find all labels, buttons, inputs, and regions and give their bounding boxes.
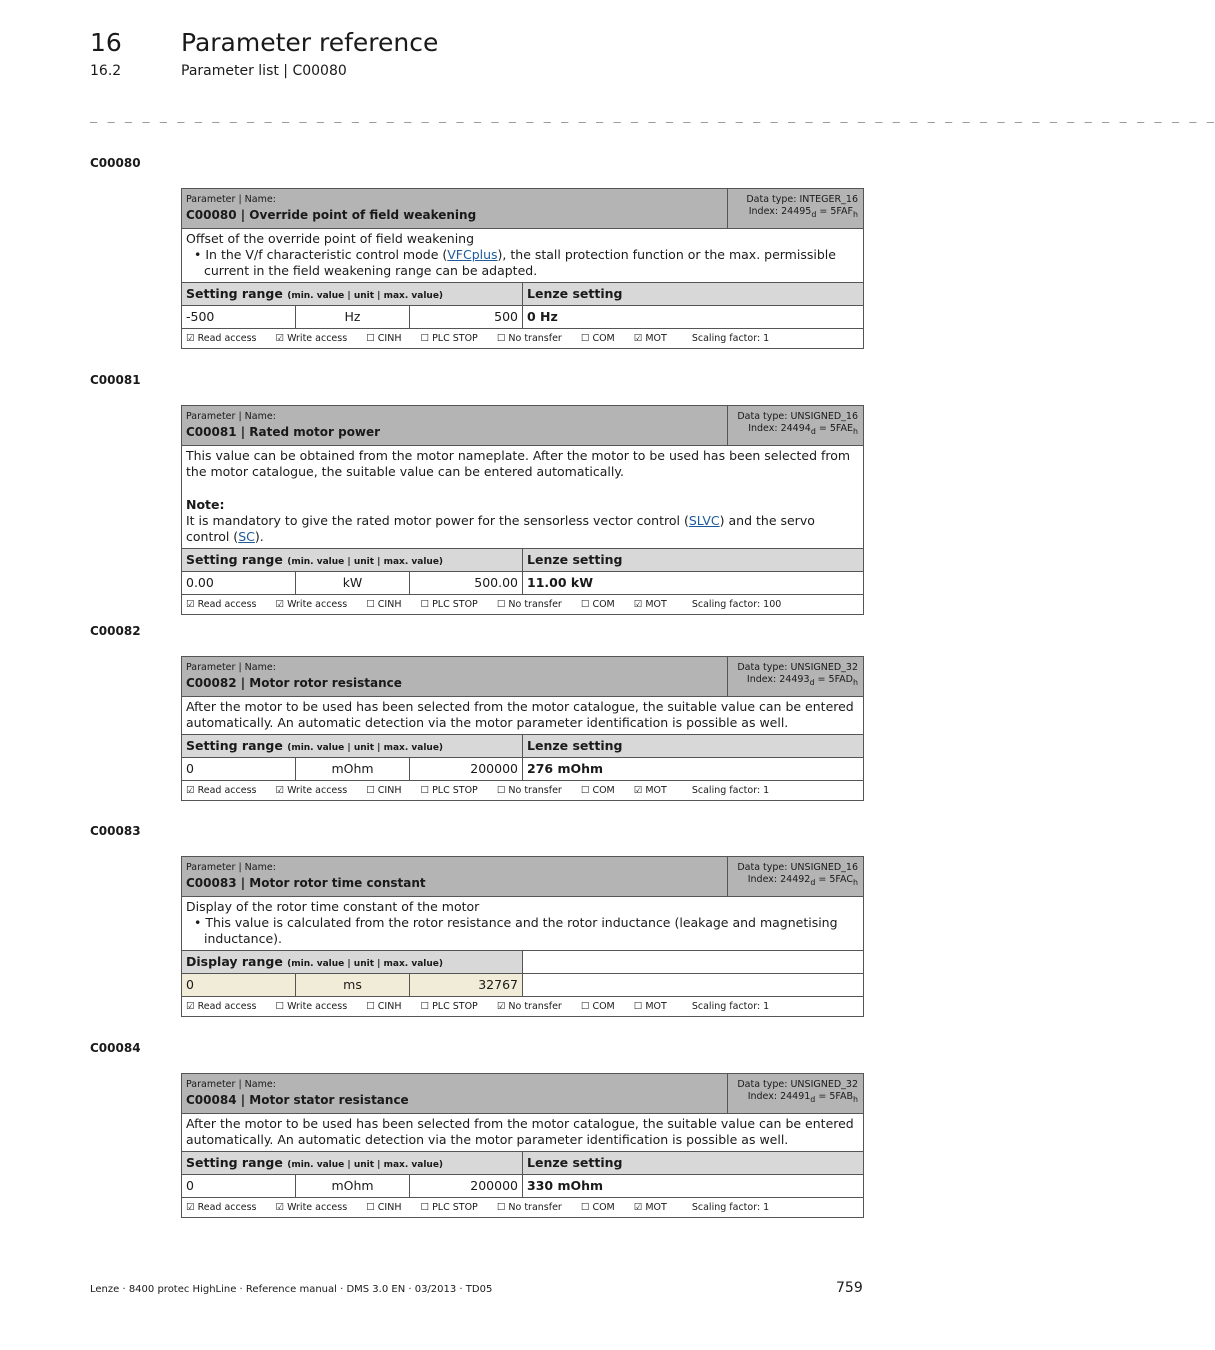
param-index: Index: $24495_d = 5FAF_h$ bbox=[748, 206, 858, 219]
param-anchor: C00081 bbox=[90, 373, 141, 387]
chapter-title: Parameter reference bbox=[181, 28, 439, 57]
min-value: 0 bbox=[182, 974, 296, 996]
param-header bbox=[182, 1074, 863, 1114]
max-value: 200000 bbox=[410, 758, 523, 780]
data-type: Data type: UNSIGNED_16 bbox=[737, 411, 858, 422]
range-header: Setting range (min. value | unit | max. value) Lenze setting bbox=[182, 735, 863, 758]
max-value: 200000 bbox=[410, 1175, 523, 1197]
param-name: C00083 | Motor rotor time constant bbox=[186, 876, 426, 890]
param-meta bbox=[737, 662, 858, 689]
max-value: 500 bbox=[410, 306, 523, 328]
data-type: Data type: UNSIGNED_32 bbox=[737, 1079, 858, 1090]
note-label: Note: bbox=[186, 497, 225, 512]
param-index: Index: $24494_d = 5FAE_h$ bbox=[748, 423, 858, 436]
scaling-factor: Scaling factor: 1 bbox=[691, 1202, 770, 1213]
chapter-number: 16 bbox=[90, 28, 122, 57]
param-name: C00080 | Override point of field weakening bbox=[186, 208, 477, 222]
unit: kW bbox=[296, 572, 410, 594]
param-index: Index: $24491_d = 5FAB_h$ bbox=[747, 1091, 858, 1104]
param-description: After the motor to be used has been selected from the motor catalogue, the suitable value can be entered automatically. An automatic detection via the motor parameter identification is possible as well. bbox=[182, 697, 863, 735]
param-table bbox=[181, 1073, 864, 1218]
range-values bbox=[182, 974, 863, 997]
max-value: 500.00 bbox=[410, 572, 523, 594]
note-text: It is mandatory to give the rated motor power for the sensorless vector control (SLVC) and the servo control (SC). bbox=[186, 513, 815, 544]
range-values bbox=[182, 306, 863, 329]
param-anchor: C00082 bbox=[90, 624, 141, 638]
min-value: 0.00 bbox=[182, 572, 296, 594]
access-flags: ☑ Read access ☑ Write access ☐ CINH ☐ PLC STOP ☐ No transfer ☐ COM ☑ MOT Scaling factor: 1 bbox=[186, 333, 770, 344]
range-header: Setting range (min. value | unit | max. value) Lenze setting bbox=[182, 1152, 863, 1175]
param-description: This value can be obtained from the motor nameplate. After the motor to be used has been selected from the motor catalogue, the suitable value can be entered automatically. Note: It is mandatory to give the rated motor power for the sensorless vector control (SLVC) and the servo control (SC). bbox=[182, 446, 863, 549]
link-slvc[interactable]: SLVC bbox=[688, 513, 720, 528]
param-header bbox=[182, 857, 863, 897]
param-name-label: Parameter | Name: bbox=[186, 411, 276, 422]
lenze-value: 276 mOhm bbox=[527, 761, 604, 776]
lenze-value: 330 mOhm bbox=[527, 1178, 604, 1193]
param-table bbox=[181, 188, 864, 349]
param-table bbox=[181, 405, 864, 615]
param-index: Index: $24493_d = 5FAD_h$ bbox=[746, 674, 858, 687]
min-value: 0 bbox=[182, 1175, 296, 1197]
description-bullet: • In the V/f characteristic control mode (VFCplus), the stall protection function or the max. permissible current in the field weakening range can be adapted. bbox=[194, 247, 836, 278]
param-name: C00082 | Motor rotor resistance bbox=[186, 676, 402, 690]
param-name-label: Parameter | Name: bbox=[186, 194, 276, 205]
min-value: 0 bbox=[182, 758, 296, 780]
param-header bbox=[182, 657, 863, 697]
scaling-factor: Scaling factor: 1 bbox=[691, 1001, 770, 1012]
scaling-factor: Scaling factor: 1 bbox=[691, 785, 770, 796]
param-index: Index: $24492_d = 5FAC_h$ bbox=[747, 874, 858, 887]
min-value: -500 bbox=[182, 306, 296, 328]
access-flags: ☑ Read access ☑ Write access ☐ CINH ☐ PLC STOP ☐ No transfer ☐ COM ☑ MOT Scaling factor: 100 bbox=[186, 599, 782, 610]
param-header bbox=[182, 189, 863, 229]
param-table bbox=[181, 656, 864, 801]
param-header bbox=[182, 406, 863, 446]
lenze-value: 0 Hz bbox=[527, 309, 558, 324]
range-values bbox=[182, 572, 863, 595]
lenze-value: 11.00 kW bbox=[527, 575, 593, 590]
data-type: Data type: UNSIGNED_16 bbox=[737, 862, 858, 873]
param-name-label: Parameter | Name: bbox=[186, 662, 276, 673]
access-flags: ☑ Read access ☑ Write access ☐ CINH ☐ PLC STOP ☐ No transfer ☐ COM ☑ MOT Scaling factor: 1 bbox=[186, 785, 770, 796]
unit: mOhm bbox=[296, 758, 410, 780]
scaling-factor: Scaling factor: 100 bbox=[691, 599, 782, 610]
param-description: Offset of the override point of field weakening • In the V/f characteristic control mode (VFCplus), the stall protection function or the max. permissible current in the field weakening range can be adapted. bbox=[182, 229, 863, 283]
param-anchor: C00080 bbox=[90, 156, 141, 170]
footer-text: Lenze · 8400 protec HighLine · Reference manual · DMS 3.0 EN · 03/2013 · TD05 bbox=[90, 1284, 493, 1295]
param-name: C00081 | Rated motor power bbox=[186, 425, 381, 439]
param-description: After the motor to be used has been selected from the motor catalogue, the suitable value can be entered automatically. An automatic detection via the motor parameter identification is possible as well. bbox=[182, 1114, 863, 1152]
param-meta bbox=[737, 1079, 858, 1106]
range-header: Setting range (min. value | unit | max. value) Lenze setting bbox=[182, 549, 863, 572]
data-type: Data type: UNSIGNED_32 bbox=[737, 662, 858, 673]
header-separator: _ _ _ _ _ _ _ _ _ _ _ _ _ _ _ _ _ _ _ _ _ _ _ _ _ _ _ _ _ _ _ _ _ _ _ _ _ _ _ _ _ _ _ _ _ _ _ _ _ _ _ _ _ _ _ _ _ _ _ _ _ _ _ _ _ bbox=[90, 109, 1215, 123]
param-meta bbox=[737, 862, 858, 889]
unit: Hz bbox=[296, 306, 410, 328]
scaling-factor: Scaling factor: 1 bbox=[691, 333, 770, 344]
access-flags: ☑ Read access ☐ Write access ☐ CINH ☐ PLC STOP ☑ No transfer ☐ COM ☐ MOT Scaling factor: 1 bbox=[186, 1001, 770, 1012]
param-anchor: C00084 bbox=[90, 1041, 141, 1055]
param-meta bbox=[737, 411, 858, 438]
param-name-label: Parameter | Name: bbox=[186, 1079, 276, 1090]
unit: ms bbox=[296, 974, 410, 996]
param-meta bbox=[746, 194, 858, 221]
range-header: Display range (min. value | unit | max. value) bbox=[182, 951, 863, 974]
max-value: 32767 bbox=[410, 974, 523, 996]
unit: mOhm bbox=[296, 1175, 410, 1197]
data-type: Data type: INTEGER_16 bbox=[746, 194, 858, 205]
range-values bbox=[182, 1175, 863, 1198]
range-values bbox=[182, 758, 863, 781]
param-description: Display of the rotor time constant of the motor • This value is calculated from the rotor resistance and the rotor inductance (leakage and magnetising inductance). bbox=[182, 897, 863, 951]
description-bullet: • This value is calculated from the rotor resistance and the rotor inductance (leakage and magnetising inductance). bbox=[194, 915, 838, 946]
param-name: C00084 | Motor stator resistance bbox=[186, 1093, 409, 1107]
section-title: Parameter list | C00080 bbox=[181, 63, 347, 79]
section-number: 16.2 bbox=[90, 63, 122, 79]
param-table bbox=[181, 856, 864, 1017]
range-header: Setting range (min. value | unit | max. value) Lenze setting bbox=[182, 283, 863, 306]
link-sc[interactable]: SC bbox=[238, 529, 255, 544]
page-number: 759 bbox=[836, 1280, 863, 1296]
link-vfcplus[interactable]: VFCplus bbox=[447, 247, 498, 262]
access-flags: ☑ Read access ☑ Write access ☐ CINH ☐ PLC STOP ☐ No transfer ☐ COM ☑ MOT Scaling factor: 1 bbox=[186, 1202, 770, 1213]
param-name-label: Parameter | Name: bbox=[186, 862, 276, 873]
param-anchor: C00083 bbox=[90, 824, 141, 838]
